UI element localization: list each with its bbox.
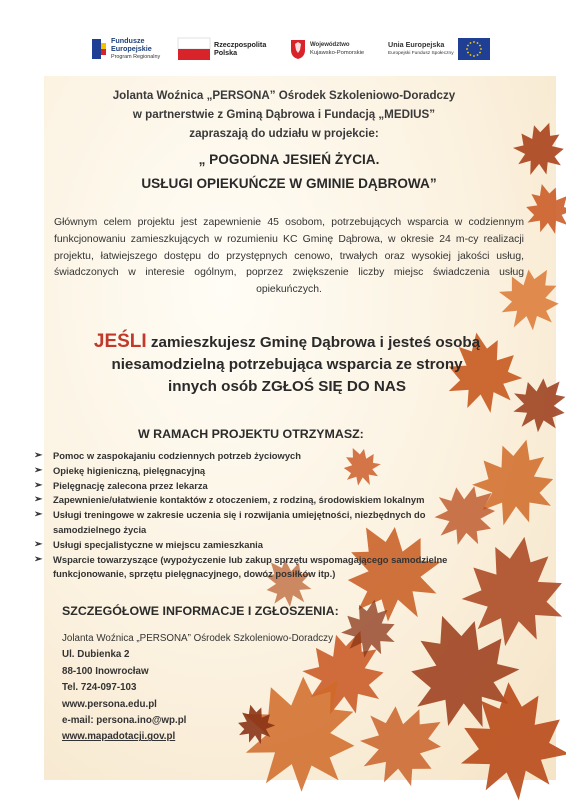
info-heading: SZCZEGÓŁOWE INFORMACJE I ZGŁOSZENIA:: [62, 604, 339, 618]
contact-website2-link[interactable]: www.mapadotacji.gov.pl: [62, 731, 176, 743]
fundusze-subtitle: Europejskie: [111, 44, 152, 54]
arrow-bullet-icon: ➢: [34, 553, 43, 565]
contact-phone: Tel. 724-097-103: [62, 682, 137, 694]
intro-text: [64, 86, 504, 143]
rzeczpospolita-polska-logo: [178, 34, 266, 64]
benefit-text: Zapewnienie/ułatwienie kontaktów z otoczeniem, z rodziną, środowiskiem lokalnym: [53, 494, 425, 506]
arrow-bullet-icon: ➢: [34, 494, 43, 506]
project-title: [64, 148, 514, 196]
wojewodztwo-subtitle: Kujawsko-Pomorskie: [310, 49, 365, 56]
intro-line: zapraszają do udziału w projekcie:: [189, 127, 379, 140]
polish-flag-icon: [178, 38, 210, 60]
benefits-heading: W RAMACH PROJEKTU OTRZYMASZ:: [138, 427, 364, 441]
list-item: [34, 464, 494, 479]
project-title-line: „ POGODNA JESIEŃ ŻYCIA.: [198, 152, 380, 167]
arrow-bullet-icon: ➢: [34, 538, 43, 550]
contact-block: [62, 631, 333, 746]
logo-strip: [0, 0, 566, 75]
unia-caption: Europejski Fundusz Społeczny: [388, 50, 454, 56]
benefit-text: Pielęgnację zalecona przez lekarza: [53, 479, 208, 491]
fundusze-title: Fundusze: [111, 36, 145, 46]
contact-email-link[interactable]: e-mail: persona.ino@wp.pl: [62, 715, 187, 727]
unia-europejska-logo: [388, 34, 490, 64]
eu-flag-icon: [458, 38, 490, 60]
fundusze-caption: Program Regionalny: [111, 53, 161, 60]
project-description: Głównym celem projektu jest zapewnienie 45 osobom, potrzebujących wsparcia w codziennym funkcjonowaniu zamieszkujących w rozumieniu KC Gminę Dąbrowa, w okresie 24 m-cy realizacji projektu, łatwiejszego dostępu do przystępnych cenowo, trwałych oraz wysokiej jakości usług, świadczonych w interesie ogólnym, poprzez zwiększenie liczby miejsc świadczenia usług opiekuńczych.: [54, 217, 524, 296]
intro-line: w partnerstwie z Gminą Dąbrowa i Fundacją „MEDIUS”: [132, 108, 436, 121]
benefit-text: Pomoc w zaspokajaniu codziennych potrzeb życiowych: [53, 450, 301, 461]
callout-text: niesamodzielną potrzebująca wsparcia ze strony: [111, 356, 463, 373]
contact-organization: Jolanta Woźnica „PERSONA” Ośrodek Szkoleniowo-Doradczy: [62, 633, 333, 644]
benefit-text: Wsparcie towarzyszące (wypożyczenie lub zakup sprzętu wspomagającego samodzielne funkcjonowanie, sprzętu pielęgnacyjnego, dowóz posiłków itp.): [53, 553, 448, 580]
wojewodztwo-logo: [290, 34, 364, 64]
rzeczpospolita-subtitle: Polska: [214, 48, 238, 57]
callout-text: innych osób ZGŁOŚ SIĘ DO NAS: [168, 378, 406, 395]
list-item: [34, 538, 494, 553]
arrow-bullet-icon: ➢: [34, 464, 43, 476]
contact-website-link[interactable]: www.persona.edu.pl: [62, 698, 157, 710]
contact-city: 88-100 Inowrocław: [62, 665, 149, 677]
poster: [34, 76, 556, 780]
fundusze-europejskie-icon: [92, 37, 108, 61]
project-title-line: USŁUGI OPIEKUŃCZE W GMINIE DĄBROWA”: [141, 176, 437, 191]
callout-highlight: JEŚLI: [93, 331, 147, 352]
arrow-bullet-icon: ➢: [34, 509, 43, 521]
wojewodztwo-title: Województwo: [310, 42, 350, 49]
benefit-text: Usługi specjalistyczne w miejscu zamieszkania: [53, 538, 263, 550]
list-item: [34, 493, 494, 508]
fundusze-europejskie-logo: [92, 34, 160, 64]
intro-line: Jolanta Woźnica „PERSONA” Ośrodek Szkoleniowo-Doradczy: [112, 89, 456, 102]
list-item: [34, 508, 494, 538]
benefit-text: Opiekę higieniczną, pielęgnacyjną: [53, 464, 206, 476]
rzeczpospolita-title: Rzeczpospolita: [214, 39, 267, 49]
list-item: [34, 553, 494, 583]
benefits-list: [34, 449, 494, 582]
callout: [54, 331, 520, 398]
unia-title: Unia Europejska: [388, 40, 445, 50]
list-item: [34, 479, 494, 494]
arrow-bullet-icon: ➢: [34, 450, 43, 461]
contact-street: Ul. Dubienka 2: [62, 649, 130, 661]
arrow-bullet-icon: ➢: [34, 479, 43, 491]
benefit-text: Usługi treningowe w zakresie uczenia się i rozwijania umiejętności, niezbędnych do samodzielnego życia: [53, 509, 426, 535]
coat-of-arms-icon: [290, 38, 306, 60]
callout-text: zamieszkujesz Gminę Dąbrowa i jesteś osobą: [146, 334, 481, 351]
list-item: [34, 449, 494, 464]
